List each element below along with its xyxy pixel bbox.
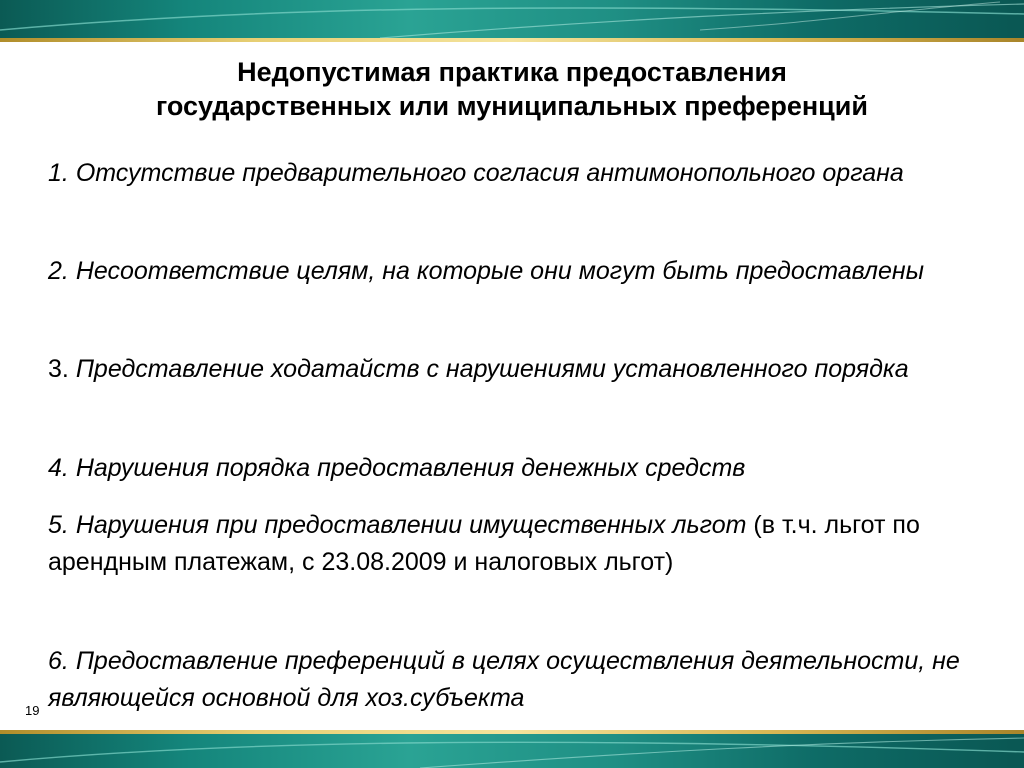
- title-line-1: Недопустимая практика предоставления: [237, 57, 787, 87]
- list-item-6: [48, 643, 978, 717]
- item-text: Отсутствие предварительного согласия антимонопольного органа: [75, 159, 904, 187]
- item-text: Нарушения при предоставлении имущественных льгот: [75, 511, 747, 539]
- page-number: 19: [25, 703, 40, 718]
- header-gold-rule: [0, 38, 1024, 42]
- list-item-3: [48, 351, 978, 388]
- list-item-1: [48, 155, 978, 192]
- item-number: 2.: [48, 257, 69, 285]
- item-text: Несоответствие целям, на которые они могут быть предоставлены: [75, 257, 925, 285]
- list-item-4: [48, 450, 978, 487]
- item-number: 4.: [48, 454, 69, 482]
- header-band: [0, 0, 1024, 38]
- item-number: 1.: [48, 159, 69, 187]
- item-text: Представление ходатайств с нарушениями установленного порядка: [75, 355, 909, 383]
- item-text: Предоставление преференций в целях осуществления деятельности, не являющейся основной для хоз.субъекта: [48, 647, 967, 712]
- footer-wave-decoration: [0, 734, 1024, 768]
- item-number: 6.: [48, 647, 69, 675]
- header-wave-decoration: [0, 0, 1024, 38]
- item-extra: (в т.ч. льгот по арендным платежам, с 23.08.2009 и налоговых льгот): [48, 511, 927, 576]
- title-line-2: государственных или муниципальных преференций: [156, 91, 868, 121]
- item-number: 3.: [48, 355, 69, 383]
- item-text: Нарушения порядка предоставления денежных средств: [75, 454, 746, 482]
- slide-title: [0, 55, 1024, 123]
- footer-band: [0, 734, 1024, 768]
- list-item-2: [48, 253, 978, 290]
- item-number: 5.: [48, 511, 69, 539]
- list-item-5: [48, 507, 978, 581]
